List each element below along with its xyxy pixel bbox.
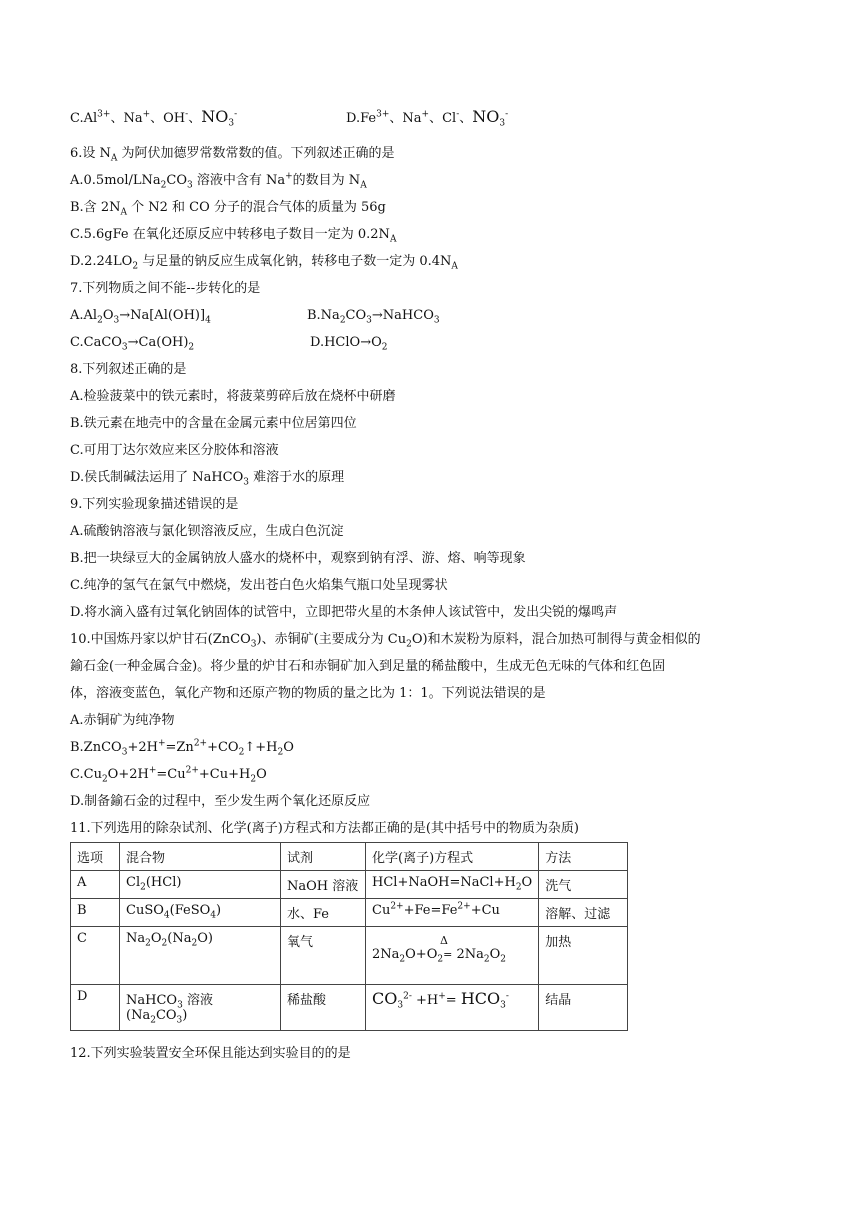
q6-option-c: C.5.6gFe 在氧化还原反应中转移电子数目一定为 $0.2N_A$	[70, 227, 397, 245]
q5-option-c: $C.Al^{3+}$、Na+、OH-、$NO_3^-$	[70, 107, 238, 129]
q6-option-a: $A.0.5mol/LNa_2CO_3$ 溶液中含有 Na+的数目为 $N_A$	[70, 171, 367, 191]
q10-option-c: $C.Cu_2O+2H^+=Cu^{2+}+Cu+H_2O$	[70, 765, 267, 785]
header-method: 方法	[539, 843, 628, 871]
q10-stem-line3: 体，溶液变蓝色，氧化产物和还原产物的物质的量之比为 1：1。下列说法错误的是	[70, 686, 546, 701]
q11-stem: 11.下列选用的除杂试剂、化学(离子)方程式和方法都正确的是(其中括号中的物质为杂质)	[70, 821, 579, 836]
row-d-method: 结晶	[539, 985, 628, 1031]
table-row	[71, 927, 628, 985]
q6-option-d: $D.2.24LO_2$ 与足量的钠反应生成氧化钠，转移电子数一定为 $0.4N_A$	[70, 254, 458, 272]
row-a-option: A	[71, 871, 120, 899]
row-c-reagent: 氧气	[281, 927, 366, 985]
q9-option-c: C.纯净的氢气在氯气中燃烧，发出苍白色火焰集气瓶口处呈现雾状	[70, 578, 448, 593]
table-row	[71, 985, 628, 1031]
table-row	[71, 871, 628, 899]
q9-option-d: D.将水滴入盛有过氧化钠固体的试管中，立即把带火星的木条伸人该试管中，发出尖锐的爆鸣声	[70, 605, 618, 620]
row-b-option: B	[71, 899, 120, 927]
q7-option-b: $B.Na_2CO_3\to NaHCO_3$	[307, 308, 440, 326]
header-reagent: 试剂	[281, 843, 366, 871]
row-a-reagent: NaOH 溶液	[281, 871, 366, 899]
row-c-equation: Δ $2Na_2O+O_2= 2Na_2O_2$	[366, 927, 539, 985]
q10-option-b: $B.ZnCO_3+2H^+=Zn^{2+}+CO_2↑+H_2O$	[70, 738, 294, 758]
q9-option-b: B.把一块绿豆大的金属钠放人盛水的烧杯中，观察到钠有浮、游、熔、响等现象	[70, 551, 526, 566]
q11-table	[70, 842, 628, 1031]
row-b-mixture: CuSO$_4$(FeSO$_4$)	[120, 899, 281, 927]
q10-stem-line2: 鍮石金(一种金属合金)。将少量的炉甘石和赤铜矿加入到足量的稀盐酸中，生成无色无味的气体和红色固	[70, 659, 666, 674]
table-row	[71, 899, 628, 927]
q10-option-a: A.赤铜矿为纯净物	[70, 713, 175, 728]
q8-option-c: C.可用丁达尔效应来区分胶体和溶液	[70, 443, 279, 458]
row-c-method: 加热	[539, 927, 628, 985]
q8-stem: 8.下列叙述正确的是	[70, 362, 187, 377]
header-equation: 化学(离子)方程式	[366, 843, 539, 871]
q10-option-d: D.制备鍮石金的过程中，至少发生两个氧化还原反应	[70, 794, 371, 809]
q8-option-b: B.铁元素在地壳中的含量在金属元素中位居第四位	[70, 416, 357, 431]
q7-option-d: $D.HClO\to O_2$	[310, 335, 388, 353]
q7-option-c: $C.CaCO_3\to Ca(OH)_2$	[70, 335, 195, 353]
q9-option-a: A.硫酸钠溶液与氯化钡溶液反应，生成白色沉淀	[70, 524, 344, 539]
row-a-equation: $HCl+NaOH=NaCl+H_2O$	[366, 871, 539, 899]
row-d-equation: $CO_3^{2-} +H^+= HCO_3^-$	[366, 985, 539, 1031]
q10-stem-line1: 10.中国炼丹家以炉甘石(ZnCO$_3$)、赤铜矿(主要成分为 $Cu_2O$)和木炭粉为原料，混合加热可制得与黄金相似的	[70, 632, 701, 650]
row-a-mixture: $Cl_2(HCl)$	[120, 871, 281, 899]
row-a-method: 洗气	[539, 871, 628, 899]
table-header-row	[71, 843, 628, 871]
q6-stem: 6.设 $N_A$ 为阿伏加德罗常数常数的值。下列叙述正确的是	[70, 146, 395, 164]
row-d-reagent: 稀盐酸	[281, 985, 366, 1031]
row-b-equation: $Cu^{2+}+Fe=Fe^{2+}+Cu$	[366, 899, 539, 927]
q7-stem: 7.下列物质之间不能--步转化的是	[70, 281, 261, 296]
row-c-mixture: $Na_2O_2(Na_2O)$	[120, 927, 281, 985]
q8-option-d: D.侯氏制碱法运用了 NaHCO$_3$ 难溶于水的原理	[70, 470, 345, 488]
row-d-option: D	[71, 985, 120, 1031]
q12-stem: 12.下列实验装置安全环保且能达到实验目的的是	[70, 1046, 351, 1061]
row-b-method: 溶解、过滤	[539, 899, 628, 927]
q8-option-a: A.检验菠菜中的铁元素时，将菠菜剪碎后放在烧杯中研磨	[70, 389, 396, 404]
row-c-option: C	[71, 927, 120, 985]
header-mixture: 混合物	[120, 843, 281, 871]
q6-option-b: B.含 $2N_A$ 个 N2 和 CO 分子的混合气体的质量为 56g	[70, 200, 386, 218]
q9-stem: 9.下列实验现象描述错误的是	[70, 497, 239, 512]
row-d-mixture: NaHCO$_3$ 溶液$(Na_2CO_3)$	[120, 985, 281, 1031]
q5-option-d: $D.Fe^{3+}$、Na+、Cl-、$NO_3^-$	[346, 107, 509, 129]
row-b-reagent: 水、Fe	[281, 899, 366, 927]
q7-option-a: $A.Al_2O_3\to Na[Al(OH)]_4$	[70, 308, 211, 326]
header-option: 选项	[71, 843, 120, 871]
